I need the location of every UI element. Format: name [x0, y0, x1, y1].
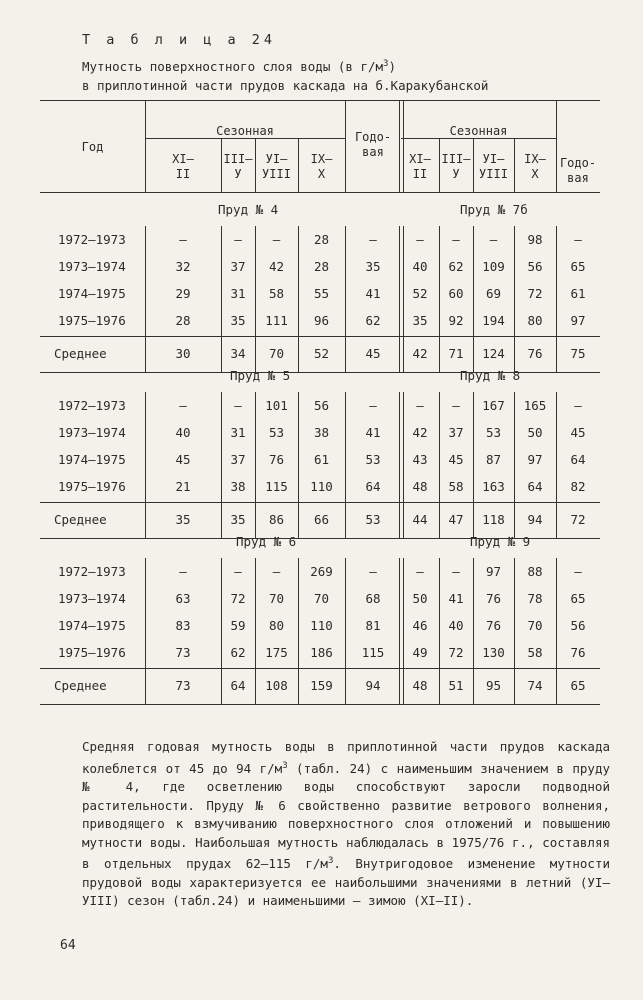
data-cell-left: 53	[268, 425, 285, 440]
avg-cell-right: 71	[448, 346, 464, 361]
data-cell-right: 97	[485, 564, 502, 579]
row-year: 1972–1973	[58, 398, 126, 413]
avg-cell-left: 73	[175, 678, 191, 693]
data-cell-left: 68	[365, 591, 381, 606]
avg-cell-left: 35	[230, 512, 246, 527]
row-average: Среднее	[54, 678, 107, 693]
data-cell-right: 60	[448, 286, 464, 301]
data-cell-right: 40	[448, 618, 464, 633]
data-cell-right: 48	[412, 479, 428, 494]
avg-cell-right: 118	[482, 512, 505, 527]
row-year: 1972–1973	[58, 232, 126, 247]
data-cell-left: 28	[313, 232, 330, 247]
data-cell-left: 63	[175, 591, 191, 606]
data-cell-left: 62	[365, 313, 381, 328]
caption-superscript: 3	[383, 59, 389, 69]
data-cell-left: 38	[313, 425, 330, 440]
data-cell-right: 46	[412, 618, 428, 633]
pond-label-left: Пруд № 6	[236, 534, 297, 549]
data-cell-right: 165	[523, 398, 547, 413]
data-cell-left: 37	[230, 452, 246, 467]
data-cell-right: 72	[448, 645, 464, 660]
data-cell-right: 97	[527, 452, 543, 467]
data-cell-right: –	[489, 232, 498, 247]
data-cell-left: 72	[230, 591, 246, 606]
paragraph-part1: Средняя годовая мутность воды в приплотинной части прудов каскада колеблется от 45 до 94 г/м	[82, 739, 610, 776]
data-cell-left: 73	[175, 645, 191, 660]
data-cell-right: 69	[485, 286, 502, 301]
season-header: XI– II	[409, 152, 431, 181]
avg-cell-left: 159	[310, 678, 333, 693]
row-year: 1973–1974	[58, 591, 126, 606]
table-caption	[82, 55, 612, 95]
data-cell-right: 35	[412, 313, 428, 328]
row-year: 1973–1974	[58, 425, 126, 440]
avg-cell-right: 42	[412, 346, 428, 361]
row-year: 1974–1975	[58, 452, 126, 467]
avg-cell-right: 76	[527, 346, 543, 361]
turbidity-table	[40, 100, 600, 700]
season-header: УI– УIII	[262, 152, 291, 181]
data-cell-right: 92	[448, 313, 464, 328]
table-rule	[40, 336, 600, 337]
data-cell-left: 21	[175, 479, 191, 494]
season-header: III– У	[223, 152, 253, 181]
avg-cell-left: 66	[313, 512, 330, 527]
data-cell-left: –	[369, 232, 377, 247]
data-cell-right: 76	[485, 591, 502, 606]
data-cell-right: –	[416, 232, 424, 247]
season-header: XI– II	[172, 152, 194, 181]
data-cell-left: 32	[175, 259, 191, 274]
avg-cell-left: 94	[365, 678, 381, 693]
row-year: 1975–1976	[58, 479, 126, 494]
pond-label-right: Пруд № 7б	[460, 202, 528, 217]
avg-cell-left: 64	[230, 678, 246, 693]
data-cell-right: 42	[412, 425, 428, 440]
data-cell-right: 45	[448, 452, 464, 467]
row-year: 1975–1976	[58, 313, 126, 328]
data-cell-right: –	[574, 232, 582, 247]
paragraph-sup2: 3	[327, 856, 334, 867]
avg-cell-left: 86	[268, 512, 285, 527]
page-number: 64	[60, 938, 76, 953]
avg-cell-right: 124	[482, 346, 505, 361]
data-cell-left: 31	[230, 425, 246, 440]
avg-cell-right: 51	[448, 678, 464, 693]
data-cell-right: 76	[485, 618, 502, 633]
avg-cell-left: 70	[268, 346, 285, 361]
data-cell-right: 65	[570, 259, 586, 274]
data-cell-left: 58	[268, 286, 285, 301]
data-cell-right: 163	[482, 479, 505, 494]
data-cell-right: 70	[527, 618, 543, 633]
avg-cell-right: 48	[412, 678, 428, 693]
data-cell-right: 56	[570, 618, 586, 633]
avg-cell-left: 35	[175, 512, 191, 527]
data-cell-left: 80	[268, 618, 285, 633]
data-cell-left: 40	[175, 425, 191, 440]
data-cell-right: 76	[570, 645, 586, 660]
data-cell-left: 53	[365, 452, 381, 467]
data-cell-right: –	[574, 398, 582, 413]
data-cell-left: 45	[175, 452, 191, 467]
data-cell-right: 82	[570, 479, 586, 494]
data-cell-left: –	[234, 564, 242, 579]
data-cell-right: 78	[527, 591, 543, 606]
season-header: УI– УIII	[479, 152, 508, 181]
data-cell-left: 70	[268, 591, 285, 606]
data-cell-right: 87	[485, 452, 502, 467]
avg-cell-left: 34	[230, 346, 246, 361]
annual-header-left: Годо- вая	[354, 130, 392, 159]
data-cell-left: 41	[365, 425, 381, 440]
data-cell-left: 269	[310, 564, 333, 579]
data-cell-right: 58	[448, 479, 464, 494]
data-cell-right: 37	[448, 425, 464, 440]
data-cell-right: 53	[485, 425, 502, 440]
data-cell-left: 101	[265, 398, 288, 413]
data-cell-right: 41	[448, 591, 464, 606]
data-cell-right: 45	[570, 425, 586, 440]
data-cell-left: –	[369, 398, 377, 413]
data-cell-left: 110	[310, 479, 333, 494]
data-cell-left: 28	[175, 313, 191, 328]
data-cell-right: 40	[412, 259, 428, 274]
data-cell-right: 52	[412, 286, 428, 301]
data-cell-left: 83	[175, 618, 191, 633]
pond-label-left: Пруд № 4	[218, 202, 279, 217]
data-cell-right: 64	[570, 452, 586, 467]
data-cell-right: 43	[412, 452, 428, 467]
season-header: IX– X	[310, 152, 333, 181]
data-cell-right: –	[452, 232, 460, 247]
row-year: 1973–1974	[58, 259, 126, 274]
table-title: Т а б л и ц а 24	[82, 32, 277, 48]
data-cell-left: 35	[365, 259, 381, 274]
table-rule	[40, 704, 600, 705]
data-cell-right: 97	[570, 313, 586, 328]
data-cell-left: 38	[230, 479, 246, 494]
data-cell-right: 167	[482, 398, 505, 413]
data-cell-right: 98	[527, 232, 543, 247]
data-cell-right: –	[452, 564, 460, 579]
avg-cell-left: 52	[313, 346, 330, 361]
data-cell-right: 49	[412, 645, 428, 660]
season-header: III– У	[441, 152, 471, 181]
caption-line2: в приплотинной части прудов каскада на б.Каракубанской	[82, 78, 489, 94]
season-header: IX– X	[524, 152, 546, 181]
data-cell-right: 65	[570, 591, 586, 606]
paragraph-part3: . Внутригодовое изменение мутности прудовой воды характеризуется ее наибольшими значениями в летний (УI–УIII) сезон (табл.24) и наименьшими – зимою (XI–II).	[82, 856, 610, 909]
table-rule	[40, 100, 600, 101]
avg-cell-left: 53	[365, 512, 381, 527]
data-cell-left: 70	[313, 591, 330, 606]
data-cell-left: –	[179, 398, 187, 413]
data-cell-left: 115	[265, 479, 288, 494]
body-paragraph	[82, 738, 610, 911]
table-rule	[40, 502, 600, 503]
caption-line1: Мутность поверхностного слоя воды (в г/м	[82, 59, 384, 75]
data-cell-right: 58	[527, 645, 543, 660]
data-cell-left: 110	[310, 618, 333, 633]
data-cell-right: –	[416, 564, 424, 579]
data-cell-left: 62	[230, 645, 246, 660]
data-cell-left: –	[234, 232, 242, 247]
row-year: 1975–1976	[58, 645, 126, 660]
avg-cell-right: 65	[570, 678, 586, 693]
data-cell-left: 55	[313, 286, 330, 301]
data-cell-right: 88	[527, 564, 543, 579]
data-cell-left: 29	[175, 286, 191, 301]
data-cell-left: 96	[313, 313, 330, 328]
annual-header-right: Годо- вая	[559, 156, 597, 185]
caption-line1-end: )	[388, 59, 396, 75]
data-cell-left: –	[179, 232, 187, 247]
row-average: Среднее	[54, 512, 107, 527]
data-cell-left: 61	[313, 452, 330, 467]
data-cell-left: –	[179, 564, 187, 579]
data-cell-left: 64	[365, 479, 381, 494]
seasonal-header-left: Сезонная	[216, 124, 274, 138]
avg-cell-right: 47	[448, 512, 464, 527]
data-cell-left: 35	[230, 313, 246, 328]
data-cell-right: 80	[527, 313, 543, 328]
avg-cell-right: 95	[485, 678, 502, 693]
avg-cell-left: 108	[265, 678, 288, 693]
data-cell-left: –	[369, 564, 377, 579]
data-cell-left: –	[234, 398, 242, 413]
avg-cell-left: 45	[365, 346, 381, 361]
data-cell-left: 31	[230, 286, 246, 301]
data-cell-right: –	[452, 398, 460, 413]
data-cell-right: 61	[570, 286, 586, 301]
data-cell-left: 115	[361, 645, 385, 660]
row-year: 1972–1973	[58, 564, 126, 579]
data-cell-left: 37	[230, 259, 246, 274]
pond-label-right: Пруд № 8	[460, 368, 521, 383]
data-cell-right: –	[416, 398, 424, 413]
data-cell-left: 28	[313, 259, 330, 274]
table-rule	[40, 668, 600, 669]
avg-cell-right: 75	[570, 346, 586, 361]
row-year: 1974–1975	[58, 286, 126, 301]
avg-cell-left: 30	[175, 346, 191, 361]
data-cell-right: 109	[482, 259, 505, 274]
data-cell-right: 72	[527, 286, 543, 301]
data-cell-right: 64	[527, 479, 543, 494]
table-rule	[40, 192, 600, 193]
avg-cell-right: 72	[570, 512, 586, 527]
data-cell-left: 42	[268, 259, 285, 274]
avg-cell-right: 44	[412, 512, 428, 527]
year-header: Год	[81, 140, 104, 154]
data-cell-left: –	[272, 232, 281, 247]
data-cell-right: 62	[448, 259, 464, 274]
data-cell-right: 194	[482, 313, 505, 328]
data-cell-left: 56	[313, 398, 330, 413]
paragraph-part2: (табл. 24) с наименьшим значением в пруду № 4, где осветлению воды способствуют заросли подводной растительности. Пруду № 6 свойственно развитие ветрового волнения, приводящего к взмучиванию поверхностного слоя отложений и повышению мутности воды. Наибольшая мутность наблюдалась в 1975/76 г., составляя в отдельных прудах 62–115 г/м	[82, 760, 611, 872]
data-cell-right: 50	[412, 591, 428, 606]
avg-cell-right: 74	[527, 678, 543, 693]
avg-cell-right: 94	[527, 512, 543, 527]
row-year: 1974–1975	[58, 618, 126, 633]
seasonal-header-right: Сезонная	[449, 124, 508, 138]
data-cell-left: 175	[265, 645, 288, 660]
data-cell-left: 41	[365, 286, 381, 301]
data-cell-left: 76	[268, 452, 285, 467]
data-cell-left: 59	[230, 618, 246, 633]
paragraph-sup1: 3	[282, 760, 288, 771]
data-cell-left: –	[272, 564, 281, 579]
data-cell-right: 50	[527, 425, 543, 440]
data-cell-left: 111	[265, 313, 288, 328]
pond-label-right: Пруд № 9	[470, 534, 531, 549]
pond-label-left: Пруд № 5	[230, 368, 291, 383]
data-cell-right: 130	[482, 645, 505, 660]
data-cell-right: 56	[527, 259, 543, 274]
row-average: Среднее	[54, 346, 107, 361]
data-cell-left: 81	[365, 618, 381, 633]
data-cell-left: 186	[310, 645, 333, 660]
data-cell-right: –	[574, 564, 582, 579]
